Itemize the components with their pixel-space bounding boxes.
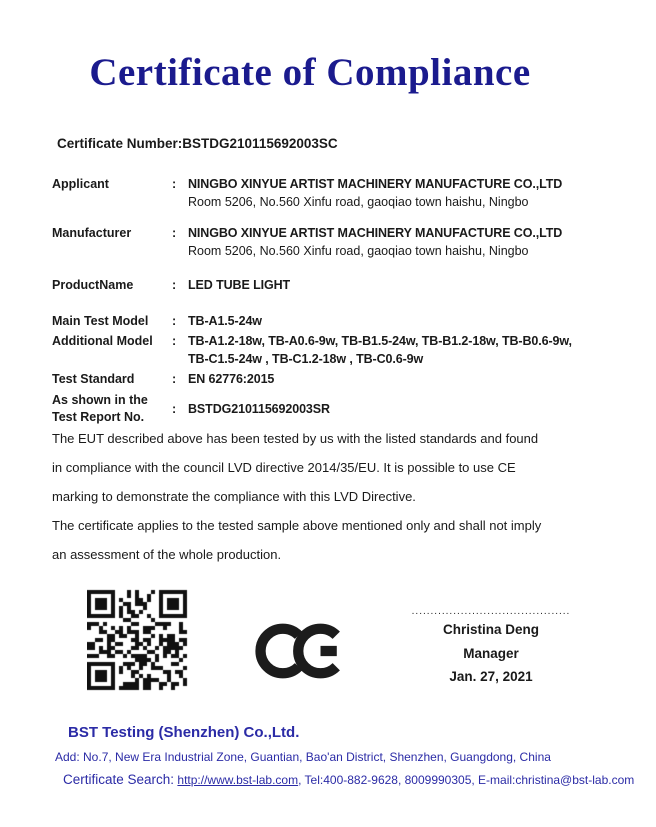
field-colon: : — [172, 402, 177, 416]
field-additional-model — [52, 332, 626, 368]
certificate-search-line — [63, 772, 634, 787]
ce-mark-icon — [255, 621, 350, 681]
field-main-test-model — [52, 312, 626, 330]
field-applicant — [52, 175, 626, 211]
signature-date: Jan. 27, 2021 — [449, 669, 533, 684]
signer-role: Manager — [463, 645, 519, 661]
certificate-search-label: Certificate Search: — [63, 772, 175, 787]
lab-website-link[interactable]: http://www.bst-lab.com — [177, 773, 299, 787]
qr-code — [87, 586, 189, 694]
manufacturer-name: NINGBO XINYUE ARTIST MACHINERY MANUFACTURE CO.,LTD — [188, 226, 563, 240]
additional-model-value — [188, 332, 626, 368]
field-label: Test Standard — [52, 372, 135, 386]
field-label: Main Test Model — [52, 314, 149, 328]
field-value — [188, 175, 626, 211]
field-colon: : — [172, 314, 177, 328]
lab-contact-info: , Tel:400-882-9628, 8009990305, E-mail:christina@bst-lab.com — [298, 773, 635, 787]
test-standard-value: EN 62776:2015 — [188, 372, 275, 386]
product-name-value: LED TUBE LIGHT — [188, 278, 291, 292]
lab-address: Add: No.7, New Era Industrial Zone, Guantian, Bao'an District, Shenzhen, Guangdong, China — [55, 750, 551, 764]
field-manufacturer — [52, 224, 626, 260]
page-title: Certificate of Compliance — [89, 51, 531, 94]
statement-line: marking to demonstrate the compliance with this LVD Directive. — [52, 489, 416, 504]
field-label: ProductName — [52, 278, 134, 292]
field-label: Applicant — [52, 177, 109, 191]
manufacturer-address: Room 5206, No.560 Xinfu road, gaoqiao town haishu, Ningbo — [188, 244, 529, 258]
signature-block — [406, 606, 576, 689]
field-value — [188, 224, 626, 260]
field-test-report — [52, 392, 626, 426]
field-colon: : — [172, 372, 177, 386]
applicant-name: NINGBO XINYUE ARTIST MACHINERY MANUFACTURE CO.,LTD — [188, 177, 563, 191]
main-test-model-value: TB-A1.5-24w — [188, 314, 262, 328]
field-label: Additional Model — [52, 334, 153, 348]
additional-model-line2: TB-C1.5-24w , TB-C1.2-18w , TB-C0.6-9w — [188, 352, 424, 366]
field-colon: : — [172, 177, 177, 191]
field-test-standard — [52, 370, 626, 388]
statement-line: The EUT described above has been tested by us with the listed standards and found — [52, 431, 539, 446]
additional-model-line1: TB-A1.2-18w, TB-A0.6-9w, TB-B1.5-24w, TB-B1.2-18w, TB-B0.6-9w, — [188, 334, 572, 348]
statement-line: The certificate applies to the tested sample above mentioned only and shall not imply — [52, 518, 542, 533]
field-label: Manufacturer — [52, 226, 132, 240]
lab-company-name: BST Testing (Shenzhen) Co.,Ltd. — [68, 724, 300, 741]
report-label-line2: Test Report No. — [52, 410, 145, 424]
field-label — [52, 392, 172, 426]
signer-name: Christina Deng — [442, 622, 539, 637]
field-colon: : — [172, 278, 177, 292]
applicant-address: Room 5206, No.560 Xinfu road, gaoqiao town haishu, Ningbo — [188, 195, 529, 209]
compliance-statement — [52, 424, 627, 569]
certificate-number: Certificate Number:BSTDG210115692003SC — [57, 136, 338, 151]
field-product-name — [52, 276, 626, 294]
test-report-value: BSTDG210115692003SR — [188, 402, 330, 416]
field-colon: : — [172, 226, 177, 240]
signature-dotted-line: .......................................... — [411, 606, 571, 617]
statement-line: in compliance with the council LVD directive 2014/35/EU. It is possible to use CE — [52, 460, 516, 475]
report-label-line1: As shown in the — [52, 393, 148, 407]
field-colon: : — [172, 334, 177, 348]
statement-line: an assessment of the whole production. — [52, 547, 282, 562]
